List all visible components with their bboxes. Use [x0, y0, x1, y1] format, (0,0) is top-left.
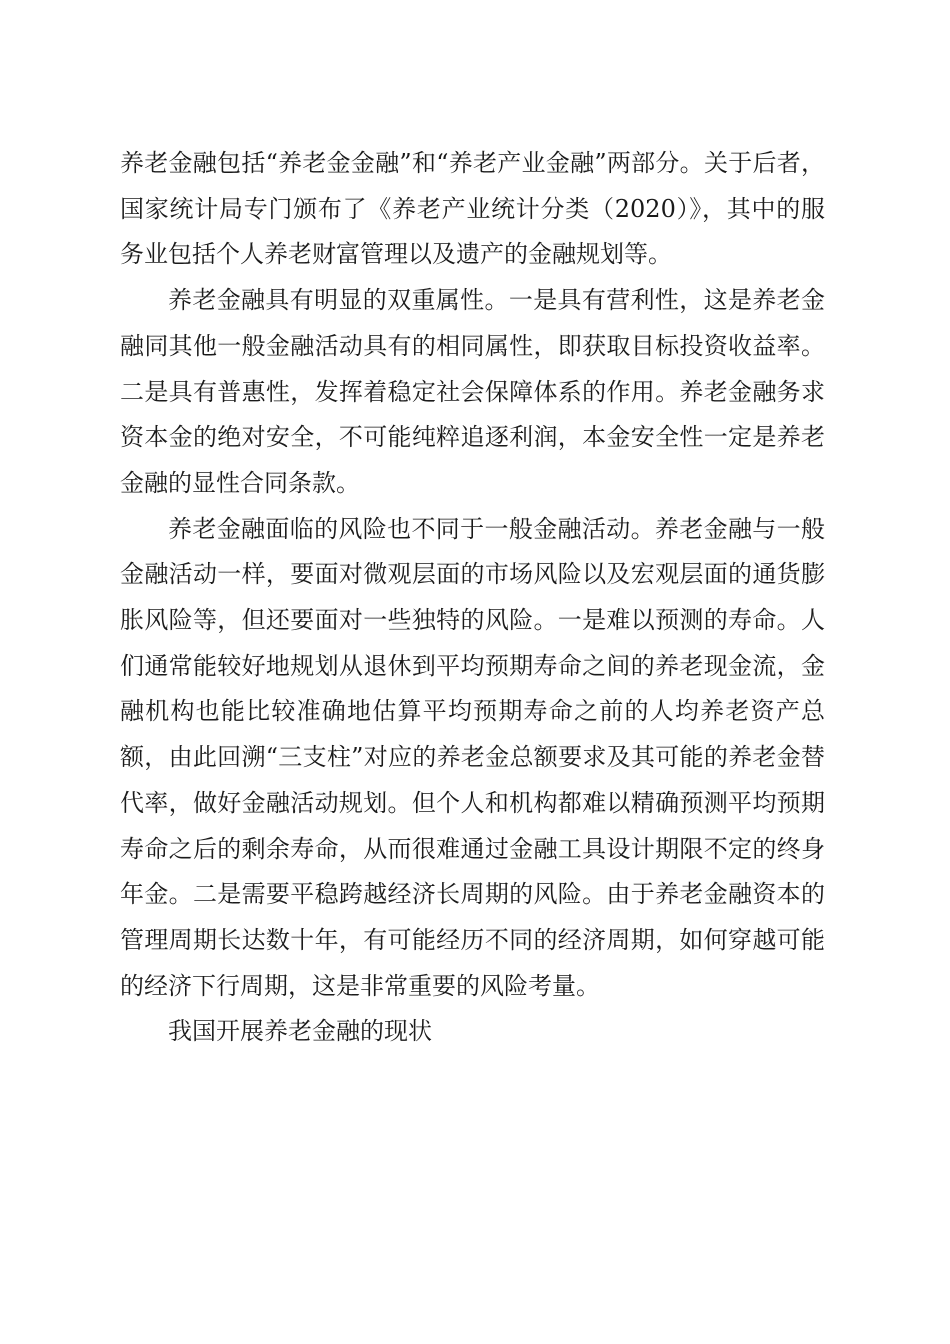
paragraph-dual-attributes: 养老金融具有明显的双重属性。一是具有营利性，这是养老金融同其他一般金融活动具有的相同属性，即获取目标投资收益率。二是具有普惠性，发挥着稳定社会保障体系的作用。养老金融务求资本金的绝对安全，不可能纯粹追逐利润，本金安全性一定是养老金融的显性合同条款。 — [120, 286, 825, 497]
paragraph-risks: 养老金融面临的风险也不同于一般金融活动。养老金融与一般金融活动一样，要面对微观层面的市场风险以及宏观层面的通货膨胀风险等，但还要面对一些独特的风险。一是难以预测的寿命。人们通常能较好地规划从退休到平均预期寿命之间的养老现金流，金融机构也能比较准确地估算平均预期寿命之前的人均养老资产总额，由此回溯“三支柱”对应的养老金总额要求及其可能的养老金替代率，做好金融活动规划。但个人和机构都难以精确预测平均预期寿命之后的剩余寿命，从而很难通过金融工具设计期限不定的终身年金。二是需要平稳跨越经济长周期的风险。由于养老金融资本的管理周期长达数十年，有可能经历不同的经济周期，如何穿越可能的经济下行周期，这是非常重要的风险考量。 — [120, 514, 825, 1000]
paragraph-pension-finance-definition: 养老金融包括“养老金金融”和“养老产业金融”两部分。关于后者，国家统计局专门颁布了《养老产业统计分类（2020）》，其中的服务业包括个人养老财富管理以及遗产的金融规划等。 — [120, 149, 825, 269]
document-body — [120, 141, 825, 1055]
section-heading-current-status: 我国开展养老金融的现状 — [168, 1017, 432, 1046]
